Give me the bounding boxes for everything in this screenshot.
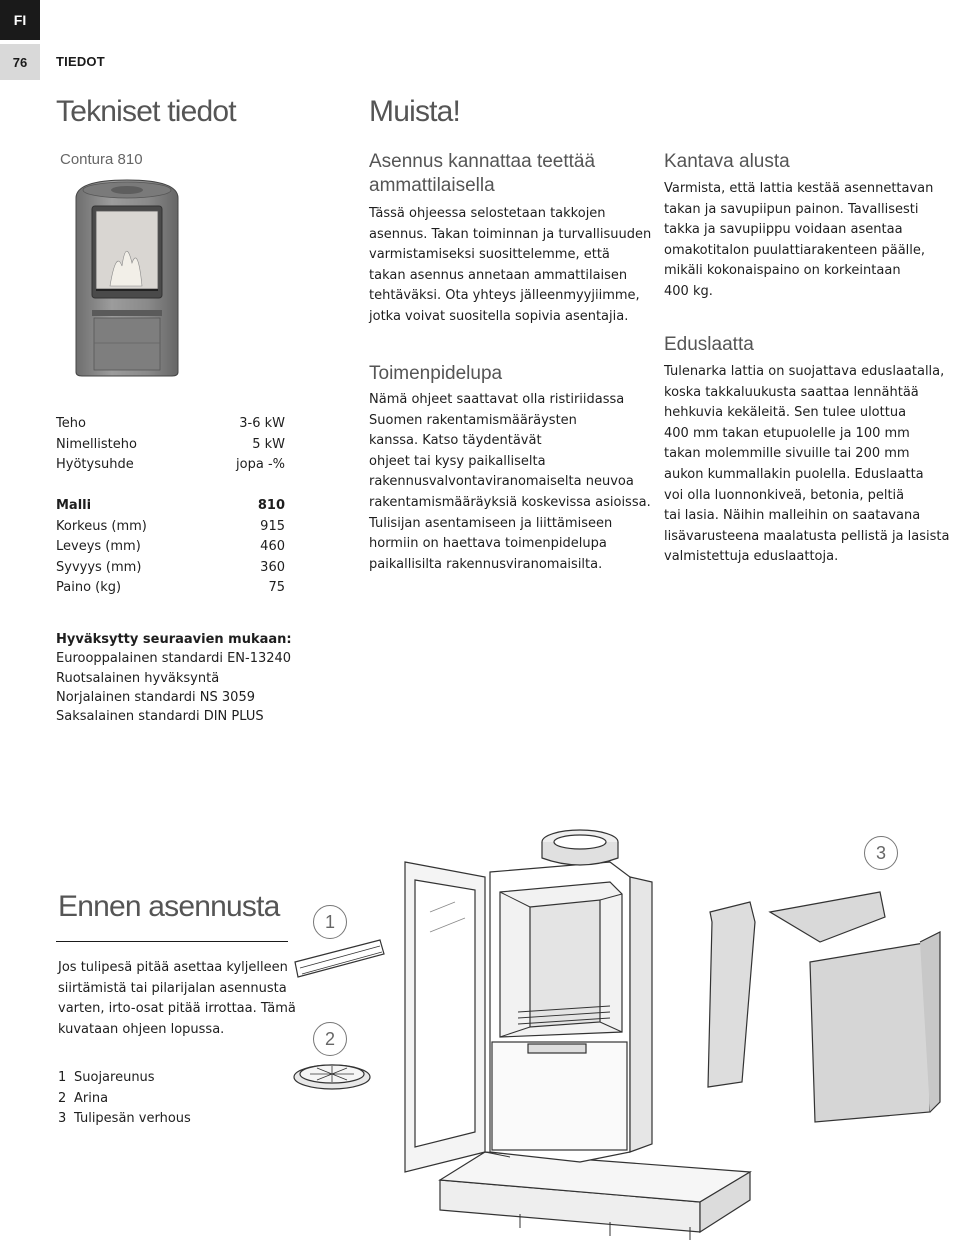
spec-label: Malli — [56, 498, 92, 513]
spec-label: Teho — [56, 416, 86, 431]
list-item — [58, 1068, 191, 1089]
spec-label: Korkeus (mm) — [56, 518, 147, 534]
spec-value: 3-6 kW — [239, 416, 285, 431]
text-line: tai lasia. Näihin malleihin on saatavana — [664, 508, 921, 524]
stove-illustration — [72, 178, 182, 378]
list-item — [58, 1109, 191, 1130]
callout-3: 3 — [864, 836, 898, 870]
callout-2: 2 — [313, 1022, 347, 1056]
spec-label: Leveys (mm) — [56, 539, 141, 555]
spec-value: 360 — [260, 559, 285, 575]
text-line: takan asennus annetaan ammattilaisen — [369, 267, 628, 283]
approval-line: Norjalainen standardi NS 3059 — [56, 689, 255, 705]
spec-header-row — [56, 496, 285, 517]
spec-value: 810 — [257, 498, 285, 513]
part-name: Suojareunus — [74, 1070, 155, 1085]
heading-line: Asennus kannattaa teettää — [369, 151, 596, 172]
text-line: Jos tulipesä pitää asettaa kyljelleen — [58, 960, 288, 975]
text-line: Varmista, että lattia kestää asennettavan — [664, 181, 934, 196]
power-spec-table — [56, 414, 285, 476]
text-line: paikallisilta rakennusviranomaisilta. — [369, 556, 603, 572]
floor-plate-heading: Eduslaatta — [664, 334, 754, 355]
installation-text — [369, 204, 651, 328]
text-line: Suomen rakentamismääräysten — [369, 412, 577, 428]
text-line: takan molemmille sivuille tai 200 mm — [664, 446, 910, 462]
part-number: 1 — [58, 1070, 67, 1085]
text-line: voi olla luonnonkiveä, betonia, peltiä — [664, 487, 905, 503]
spec-label: Hyötysuhde — [56, 457, 134, 473]
text-line: Tulisijan asentamiseen ja liittämiseen — [369, 515, 613, 531]
title-divider — [56, 941, 288, 942]
remember-title: Muista! — [369, 95, 461, 128]
spec-row — [56, 537, 285, 558]
approval-block — [56, 630, 292, 726]
parts-list — [58, 1068, 191, 1130]
text-line: Nämä ohjeet saattavat olla ristiriidassa — [369, 392, 625, 407]
approval-line: Saksalainen standardi DIN PLUS — [56, 709, 264, 725]
text-line: rakentamismääräyksiä koskevissa asioissa. — [369, 494, 651, 510]
load-bearing-text — [664, 179, 933, 303]
text-line: takan ja savupiipun painon. Tavallisesti — [664, 201, 919, 217]
text-line: rakennusvalvontaviranomaiselta neuvoa — [369, 474, 634, 490]
before-installation-text — [58, 958, 296, 1040]
approval-line: Ruotsalainen hyväksyntä — [56, 670, 220, 686]
text-line: siirtämistä tai pilarijalan asennusta — [58, 980, 287, 996]
callout-1: 1 — [313, 905, 347, 939]
before-installation-title: Ennen asennusta — [58, 890, 280, 923]
text-line: hehkuvia kekäleitä. Sen tulee ulottua — [664, 405, 907, 421]
text-line: ohjeet tai kysy paikalliselta — [369, 453, 546, 469]
part-name: Tulipesän verhous — [74, 1111, 191, 1127]
text-line: omakotitalon puulattiarakenteen päälle, — [664, 242, 926, 258]
text-line: kuvataan ohjeen lopussa. — [58, 1021, 225, 1037]
list-item — [58, 1089, 191, 1110]
text-line: Tässä ohjeessa selostetaan takkojen — [369, 206, 606, 221]
text-line: jotka voivat suositella sopivia asentajia. — [369, 308, 629, 324]
text-line: varten, irto-osat pitää irrottaa. Tämä — [58, 1001, 296, 1017]
spec-row — [56, 435, 285, 456]
spec-label: Nimellisteho — [56, 436, 137, 452]
text-line: asennus. Takan toiminnan ja turvallisuuden — [369, 226, 652, 242]
permit-text — [369, 390, 651, 575]
spec-label: Paino (kg) — [56, 580, 122, 596]
text-line: takka ja savupiippu voidaan asentaa — [664, 222, 903, 238]
text-line: lisävarusteena maalatusta pellistä ja lasista — [664, 528, 950, 544]
spec-value: 915 — [260, 518, 285, 534]
text-line: 400 mm takan etupuolelle ja 100 mm — [664, 425, 910, 441]
spec-value: 460 — [260, 539, 285, 555]
part-number: 2 — [58, 1090, 67, 1106]
spec-value: jopa -% — [236, 457, 285, 473]
installation-heading — [369, 150, 595, 198]
language-tab: FI — [0, 0, 40, 40]
text-line: aukon kummallakin puolella. Eduslaatta — [664, 466, 924, 482]
section-label: TIEDOT — [56, 54, 105, 69]
technical-data-title: Tekniset tiedot — [56, 95, 236, 128]
floor-plate-text — [664, 362, 949, 568]
part-number: 3 — [58, 1111, 67, 1127]
text-line: hormiin on haettava toimenpidelupa — [369, 536, 607, 552]
text-line: kanssa. Katso täydentävät — [369, 433, 542, 449]
spec-row — [56, 578, 285, 599]
text-line: tehtäväksi. Ota yhteys jälleenmyyjiimme, — [369, 288, 640, 304]
spec-row — [56, 517, 285, 538]
spec-row — [56, 558, 285, 579]
part-name: Arina — [74, 1090, 109, 1106]
text-line: koska takkaluukusta saattaa lennähtää — [664, 384, 919, 400]
dimension-spec-table — [56, 496, 285, 599]
load-bearing-heading: Kantava alusta — [664, 151, 790, 172]
approval-heading: Hyväksytty seuraavien mukaan: — [56, 632, 292, 647]
spec-label: Syvyys (mm) — [56, 559, 142, 575]
text-line: mikäli kokonaispaino on korkeintaan — [664, 263, 901, 279]
spec-row — [56, 414, 285, 435]
model-name: Contura 810 — [60, 151, 143, 168]
heading-line: ammattilaisella — [369, 175, 495, 196]
permit-heading: Toimenpidelupa — [369, 363, 503, 384]
text-line: Tulenarka lattia on suojattava eduslaatalla, — [664, 364, 945, 379]
page-number: 76 — [0, 44, 40, 80]
spec-value: 75 — [268, 580, 285, 596]
approval-line: Eurooppalainen standardi EN-13240 — [56, 651, 292, 667]
text-line: varmistamiseksi suosittelemme, että — [369, 247, 610, 263]
exploded-stove-drawing — [280, 822, 960, 1242]
text-line: valmistettuja eduslaattoja. — [664, 549, 839, 565]
spec-row — [56, 455, 285, 476]
text-line: 400 kg. — [664, 283, 713, 299]
spec-value: 5 kW — [252, 436, 285, 452]
